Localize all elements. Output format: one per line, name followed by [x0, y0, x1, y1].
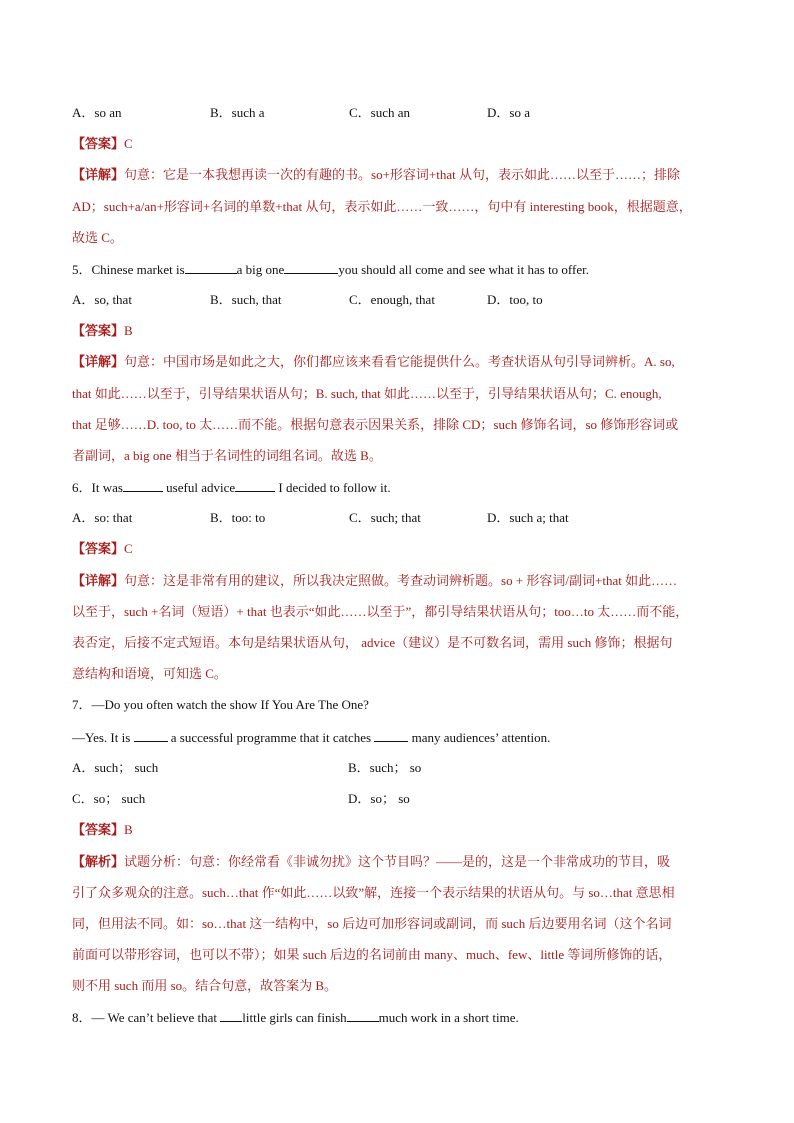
q7-stem-part: a successful programme that it catches — [170, 730, 372, 745]
q5-option-b: B．such, that — [210, 292, 282, 307]
q7-detail-line-4: 前面可以带形容词，也可以不带）；如果 such 后边的名词前由 many、much、few、little 等词所修饰的话， — [72, 947, 672, 962]
detail-tag: 【详解】 — [72, 573, 125, 588]
q5-detail-line-1 — [72, 353, 675, 371]
detail-tag: 【详解】 — [72, 167, 125, 182]
q6-option-a: A．so: that — [72, 510, 133, 525]
q5-stem — [72, 260, 589, 279]
q7-detail-line-3: 同，但用法不同。如：so…that 这一结构中，so 后边可加形容词或副词，而 such 后边要用名词（这个名词 — [72, 916, 672, 931]
answer-tag: 【答案】 — [72, 323, 125, 338]
q5-answer — [72, 322, 133, 340]
q7-option-c: C．so； such — [72, 791, 146, 806]
detail-tag: 【解析】 — [72, 854, 125, 869]
q4-detail-line-3: 故选 C。 — [72, 230, 123, 245]
q7-option-b: B．such； so — [348, 760, 422, 775]
q5-option-a: A．so, that — [72, 292, 132, 307]
q7-detail-line-2: 引了众多观众的注意。such…that 作“如此……以致”解，连接一个表示结果的状语从句。与 so…that 意思相 — [72, 885, 675, 900]
answer-tag: 【答案】 — [72, 541, 125, 556]
answer-value: B — [124, 822, 133, 837]
q8-blank-1 — [220, 1008, 242, 1022]
q7-stem-part: many audiences’ attention. — [411, 730, 551, 745]
q5-option-d: D．too, to — [487, 292, 543, 307]
answer-value: C — [124, 541, 133, 556]
q5-detail-line-3: that 足够……D. too, to 太……而不能。根据句意表示因果关系，排除 CD；such 修饰名词，so 修饰形容词或 — [72, 417, 679, 432]
detail-text: 试题分析：句意：你经常看《非诚勿扰》这个节目吗？——是的，这是一个非常成功的节目，吸 — [124, 854, 671, 869]
q8-stem-part: little girls can finish — [242, 1010, 347, 1025]
q6-stem-part: 6．It was — [72, 480, 123, 495]
q5-detail-line-2: that 如此……以至于，引导结果状语从句；B. such, that 如此……以至于，引导结果状语从句；C. enough, — [72, 386, 662, 401]
q4-option-b: B．such a — [210, 105, 265, 120]
q6-option-b: B．too: to — [210, 510, 266, 525]
q8-stem-part: 8．— We can’t believe that — [72, 1010, 218, 1025]
q5-stem-part: a big one — [236, 262, 285, 277]
answer-tag: 【答案】 — [72, 822, 125, 837]
answer-tag: 【答案】 — [72, 136, 125, 151]
q6-detail-line-2: 以至于，such +名词（短语）+ that 也表示“如此……以至于”，都引导结果状语从句；too…to 太……而不能， — [72, 604, 689, 619]
q7-option-d: D．so； so — [348, 791, 410, 806]
q4-answer — [72, 135, 133, 153]
q6-option-d: D．such a; that — [487, 510, 569, 525]
q5-detail-line-4: 者副词，a big one 相当于名词性的词组名词。故选 B。 — [72, 448, 382, 463]
q7-detail-line-5: 则不用 such 而用 so。结合句意，故答案为 B。 — [72, 978, 338, 993]
detail-text: 句意：中国市场是如此之大，你们都应该来看看它能提供什么。考查状语从句引导词辨析。A. so, — [124, 354, 675, 369]
q6-stem-part: useful advice — [166, 480, 236, 495]
q6-stem — [72, 478, 391, 497]
q4-option-a: A．so an — [72, 105, 122, 120]
q6-option-c: C．such; that — [349, 510, 421, 525]
q8-blank-2 — [347, 1008, 379, 1022]
answer-value: B — [124, 323, 133, 338]
q7-detail-line-1 — [72, 853, 670, 871]
q8-stem-part: much work in a short time. — [378, 1010, 519, 1025]
q5-stem-part: you should all come and see what it has to offer. — [338, 262, 589, 277]
q7-stem-line-1: 7．—Do you often watch the show If You Are The One? — [72, 697, 369, 712]
q7-stem-part: —Yes. It is — [72, 730, 131, 745]
q6-blank-2 — [235, 478, 275, 492]
detail-text: 句意：这是非常有用的建议，所以我决定照做。考查动词辨析题。so + 形容词/副词+that 如此…… — [124, 573, 678, 588]
q4-option-d: D．so a — [487, 105, 530, 120]
q4-detail-line-2: AD；such+a/an+形容词+名词的单数+that 从句，表示如此……一致……，句中有 interesting book，根据题意， — [72, 199, 692, 214]
q7-stem-line-2 — [72, 728, 550, 747]
q4-detail-line-1 — [72, 166, 680, 184]
q6-detail-line-3: 表否定，后接不定式短语。本句是结果状语从句， advice（建议）是不可数名词，需用 such 修饰；根据句 — [72, 635, 673, 650]
q8-stem — [72, 1008, 519, 1027]
q5-blank-2 — [284, 260, 338, 274]
detail-text: 句意：它是一本我想再读一次的有趣的书。so+形容词+that 从句，表示如此……以至于……；排除 — [124, 167, 680, 182]
q7-answer — [72, 821, 133, 839]
q5-stem-part: 5．Chinese market is — [72, 262, 185, 277]
answer-value: C — [124, 136, 133, 151]
q7-option-a: A．such； such — [72, 760, 159, 775]
q5-blank-1 — [185, 260, 237, 274]
q4-option-c: C．such an — [349, 105, 411, 120]
q6-detail-line-4: 意结构和语境，可知选 C。 — [72, 666, 227, 681]
q7-blank-2 — [374, 728, 408, 742]
q7-blank-1 — [134, 728, 168, 742]
q6-detail-line-1 — [72, 572, 677, 590]
detail-tag: 【详解】 — [72, 354, 125, 369]
q6-answer — [72, 540, 133, 558]
q5-option-c: C．enough, that — [349, 292, 435, 307]
q6-blank-1 — [123, 478, 163, 492]
q6-stem-part: I decided to follow it. — [278, 480, 391, 495]
